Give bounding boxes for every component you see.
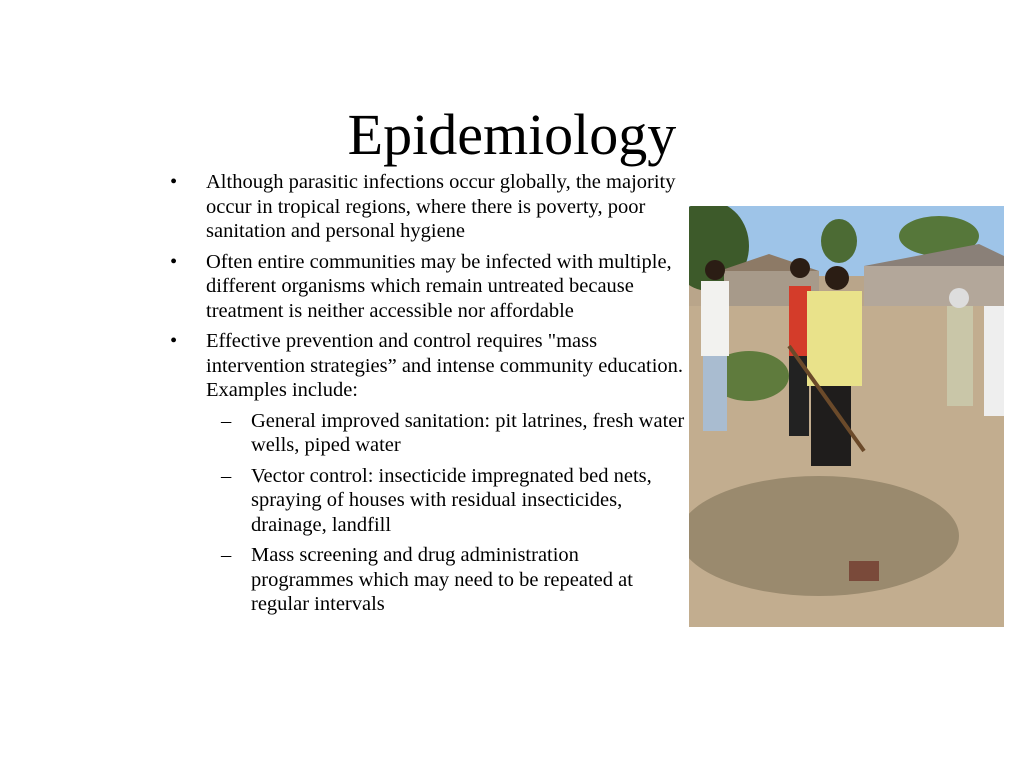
sub-bullet-item: [166, 464, 686, 538]
sub-bullet-text: Vector control: insecticide impregnated bed nets, spraying of houses with residual insecticides, drainage, landfill: [251, 464, 652, 536]
bullet-text: Often entire communities may be infected with multiple, different organisms which remain untreated because treatment is neither accessible nor affordable: [206, 250, 672, 322]
community-cleanup-photo: [689, 206, 1004, 627]
bullet-item: [166, 170, 686, 244]
dash-marker: –: [221, 409, 232, 432]
sub-bullet-item: [166, 543, 686, 617]
bullet-list: [166, 170, 686, 623]
slide-title: Epidemiology: [347, 102, 677, 167]
bullet-text: Effective prevention and control requires "mass intervention strategies” and intense community education. Examples include:: [206, 330, 684, 401]
sub-bullet-text: General improved sanitation: pit latrines, fresh water wells, piped water: [251, 409, 685, 456]
bullet-marker: •: [170, 330, 178, 352]
bullet-item: [166, 250, 686, 324]
bullet-marker: •: [170, 250, 178, 273]
bullet-text: Although parasitic infections occur globally, the majority occur in tropical regions, where there is poverty, poor sanitation and personal hygiene: [206, 171, 676, 242]
bullet-marker: •: [170, 171, 178, 193]
sub-bullet-text: Mass screening and drug administration programmes which may need to be repeated at regular intervals: [251, 544, 633, 615]
dash-marker: –: [221, 544, 232, 566]
dash-marker: –: [221, 464, 232, 487]
bullet-item: [166, 329, 686, 403]
sub-bullet-item: [166, 409, 686, 458]
